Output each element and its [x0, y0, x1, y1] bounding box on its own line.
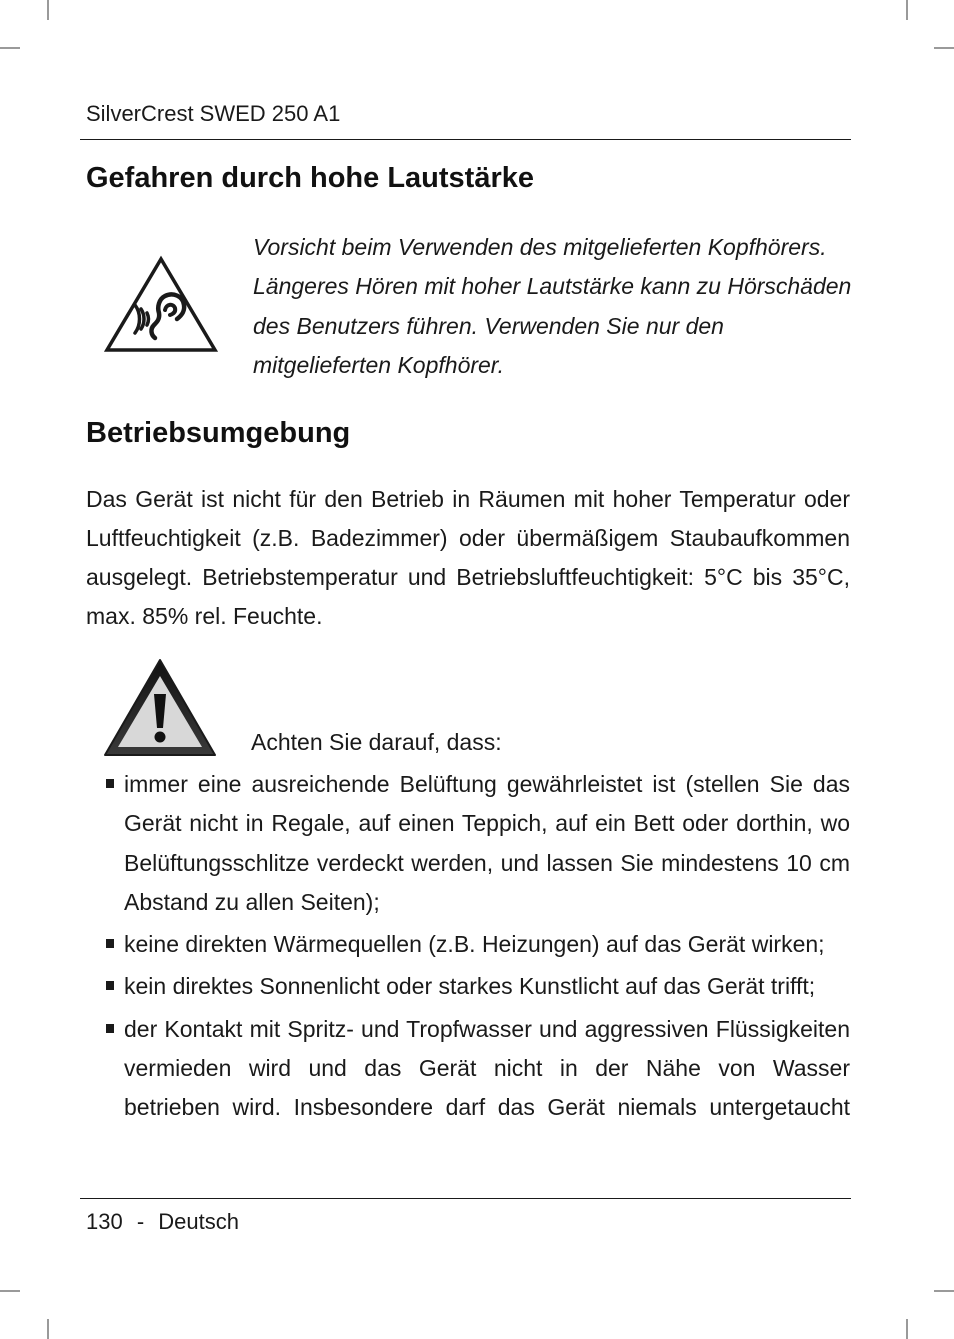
bullet-icon [106, 981, 114, 990]
warning-line: mitgelieferten Kopfhörer. [253, 351, 505, 378]
footer-separator: - [136, 1209, 145, 1234]
crop-mark [47, 1319, 49, 1339]
list-item [104, 1010, 850, 1128]
bullet-icon [106, 1024, 114, 1033]
crop-mark [906, 0, 908, 20]
list-item [104, 925, 850, 964]
warning-line: Längeres Hören mit hoher Lautstärke kann zu Hörschäden [253, 273, 852, 300]
footer-language: Deutsch [158, 1209, 240, 1234]
hearing-warning-icon [103, 255, 219, 355]
crop-mark [934, 1290, 954, 1292]
crop-mark [47, 0, 49, 20]
paragraph-line: Luftfeuchtigkeit (z.B. Badezimmer) oder übermäßigem Staubaufkommen [86, 525, 850, 551]
paragraph-line: ausgelegt. Betriebstemperatur und Betriebsluftfeuchtigkeit: 5°C bis 35°C, [86, 564, 850, 590]
exclamation-warning-icon [103, 658, 217, 758]
crop-mark [0, 47, 20, 49]
list-item-line: Gerät nicht in Regale, auf einen Teppich, auf ein Bett oder dorthin, wo [124, 810, 850, 837]
list-item-line: Abstand zu allen Seiten); [124, 888, 380, 915]
paragraph-line: max. 85% rel. Feuchte. [86, 603, 323, 629]
list-item [104, 967, 850, 1006]
list-item-line: kein direktes Sonnenlicht oder starkes Kunstlicht auf das Gerät trifft; [124, 973, 816, 1000]
list-item-line: betrieben wird. Insbesondere darf das Gerät niemals untergetaucht [124, 1094, 850, 1121]
list-item-line: der Kontakt mit Spritz- und Tropfwasser und aggressiven Flüssigkeiten [124, 1015, 850, 1042]
header-rule [80, 139, 851, 140]
section-heading-volume: Gefahren durch hohe Lautstärke [86, 162, 534, 194]
footer-rule [80, 1198, 851, 1199]
environment-checklist [104, 765, 850, 1131]
section-heading-environment: Betriebsumgebung [86, 417, 351, 449]
environment-paragraph [86, 480, 850, 636]
list-item-line: vermieden wird und das Gerät nicht in der Nähe von Wasser [124, 1055, 850, 1082]
crop-mark [0, 1290, 20, 1292]
running-header: SilverCrest SWED 250 A1 [86, 101, 341, 126]
paragraph-line: Das Gerät ist nicht für den Betrieb in Räumen mit hoher Temperatur oder [86, 486, 850, 512]
warning-line: des Benutzers führen. Verwenden Sie nur den [253, 312, 724, 339]
crop-mark [906, 1319, 908, 1339]
bullet-icon [106, 939, 114, 948]
page-footer [86, 1208, 239, 1236]
crop-mark [934, 47, 954, 49]
list-item-line: keine direkten Wärmequellen (z.B. Heizungen) auf das Gerät wirken; [124, 931, 825, 958]
hearing-warning-text [253, 228, 853, 385]
page-number: 130 [86, 1209, 123, 1234]
list-item-line: Belüftungsschlitze verdeckt werden, und lassen Sie mindestens 10 cm [124, 849, 850, 876]
warning-line: Vorsicht beim Verwenden des mitgelieferten Kopfhörers. [253, 234, 827, 260]
checklist-intro: Achten Sie darauf, dass: [251, 729, 502, 755]
list-item [104, 765, 850, 922]
list-item-line: immer eine ausreichende Belüftung gewährleistet ist (stellen Sie das [124, 771, 850, 797]
bullet-icon [106, 779, 114, 788]
